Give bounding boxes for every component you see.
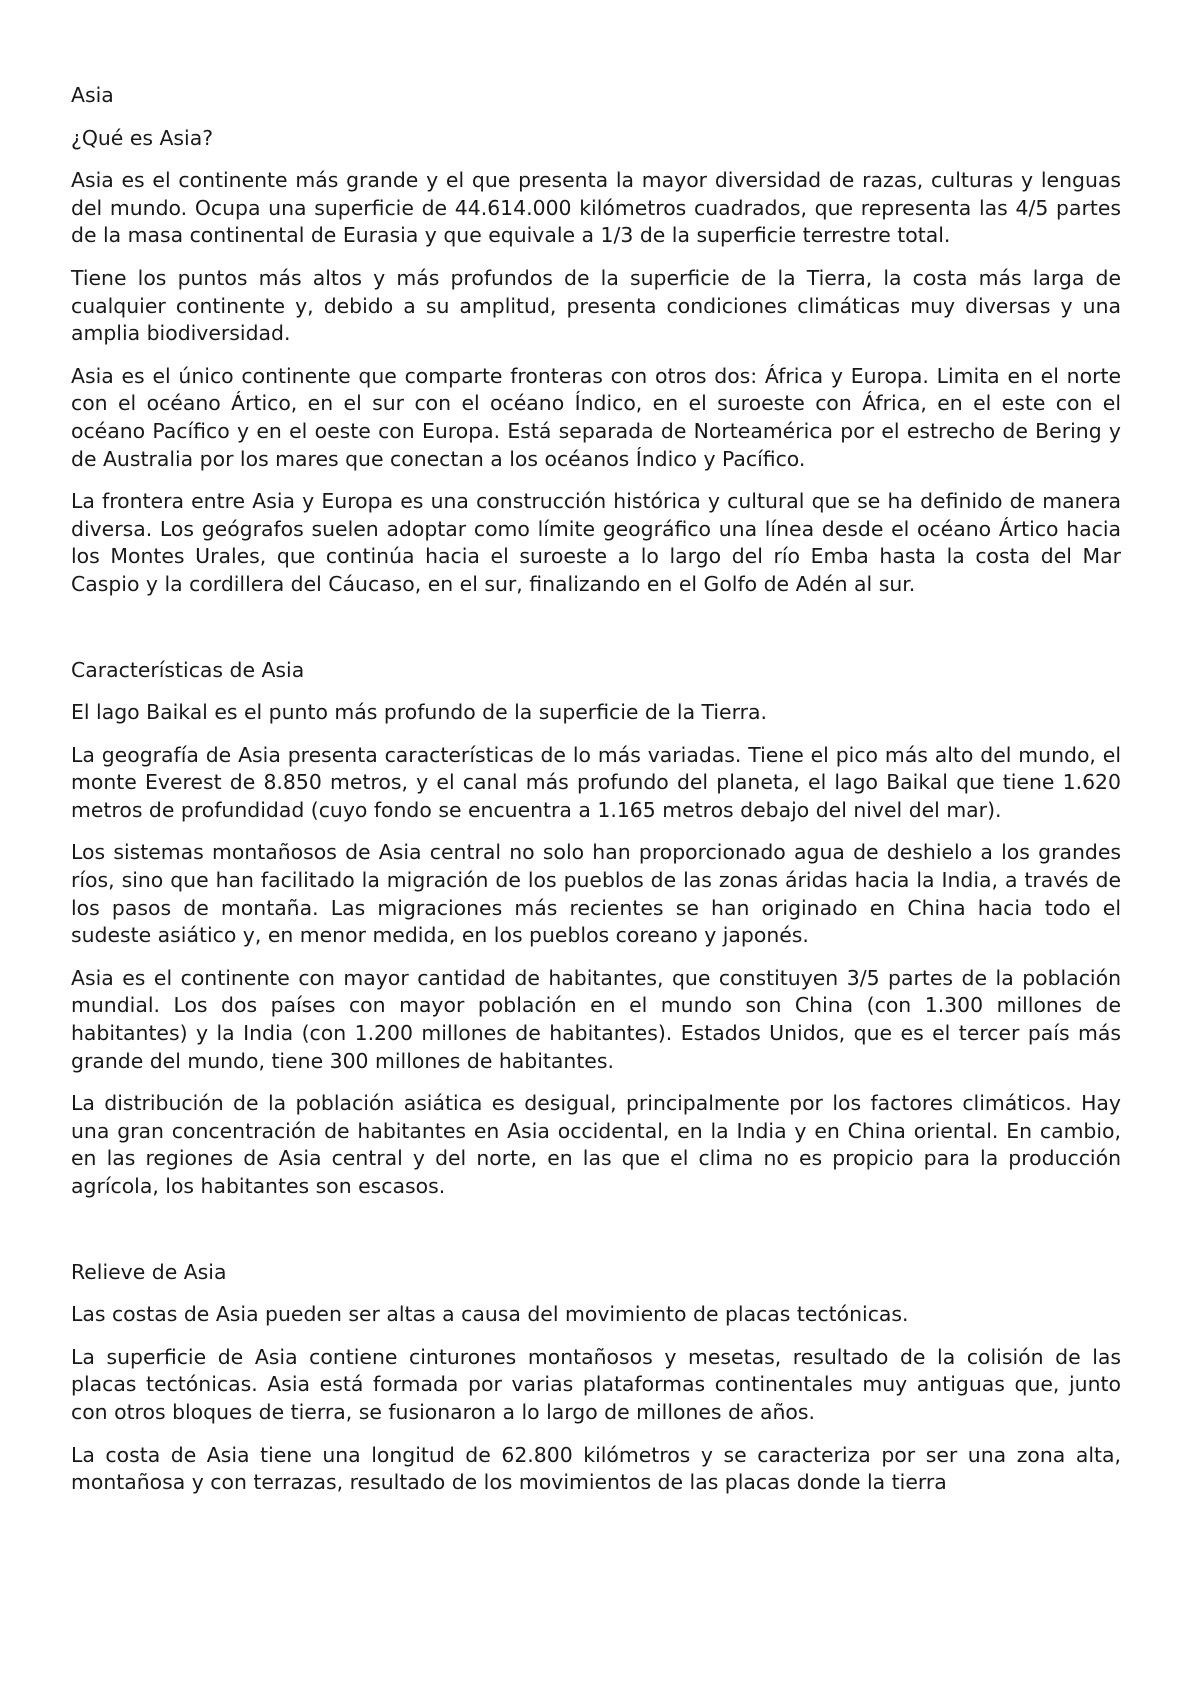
caracteristicas-paragraph: Asia es el continente con mayor cantidad de habitantes, que constituyen 3/5 partes de la población mundial. Los dos países con mayor población en el mundo son China (con 1.300 millones de habitantes) y la India (con 1.200 millones de habitantes). Estados Unidos, que es el tercer país más grande del mundo, tiene 300 millones de habitantes.: [71, 965, 1121, 1073]
intro-paragraph: Tiene los puntos más altos y más profundos de la superficie de la Tierra, la costa más larga de cualquier continente y, debido a su amplitud, presenta condiciones climáticas muy diversas y una amplia biodiversidad.: [71, 265, 1121, 346]
intro-question: ¿Qué es Asia?: [71, 125, 214, 150]
caption-relieve: Las costas de Asia pueden ser altas a causa del movimiento de placas tectónicas.: [71, 1302, 909, 1327]
caption-caracteristicas: El lago Baikal es el punto más profundo de la superficie de la Tierra.: [71, 700, 767, 725]
caracteristicas-paragraph: La geografía de Asia presenta características de lo más variadas. Tiene el pico más alto del mundo, el monte Everest de 8.850 metros, y el canal más profundo del planeta, el lago Baikal que tiene 1.620 metros de profundidad (cuyo fondo se encuentra a 1.165 metros debajo del nivel del mar).: [71, 742, 1121, 822]
intro-paragraph: Asia es el único continente que comparte fronteras con otros dos: África y Europa. Limita en el norte con el océano Ártico, en el sur con el océano Índico, en el suroeste con África, en el este con el océano Pacífico y en el oeste con Europa. Está separada de Norteamérica por el estrecho de Bering y de Australia por los mares que conectan a los océanos Índico y Pacífico.: [71, 363, 1121, 471]
relieve-paragraph: La superficie de Asia contiene cinturones montañosos y mesetas, resultado de la colisión de las placas tectónicas. Asia está formada por varias plataformas continentales muy antiguas que, junto con otros bloques de tierra, se fusionaron a lo largo de millones de años.: [71, 1344, 1121, 1424]
caracteristicas-paragraph: Los sistemas montañosos de Asia central no solo han proporcionado agua de deshielo a los grandes ríos, sino que han facilitado la migración de los pueblos de las zonas áridas hacia la India, a través de los pasos de montaña. Las migraciones más recientes se han originado en China hacia todo el sudeste asiático y, en menor medida, en los pueblos coreano y japonés.: [71, 840, 1121, 948]
document-page: [71, 82, 1121, 1512]
section-heading-caracteristicas: Características de Asia: [71, 657, 305, 682]
relieve-paragraph: La costa de Asia tiene una longitud de 62.800 kilómetros y se caracteriza por ser una zona alta, montañosa y con terrazas, resultado de los movimientos de las placas donde la tierra: [71, 1442, 1121, 1495]
intro-paragraph: Asia es el continente más grande y el que presenta la mayor diversidad de razas, culturas y lenguas del mundo. Ocupa una superficie de 44.614.000 kilómetros cuadrados, que representa las 4/5 partes de la masa continental de Eurasia y que equivale a 1/3 de la superficie terrestre total.: [71, 168, 1121, 248]
intro-paragraph: La frontera entre Asia y Europa es una construcción histórica y cultural que se ha definido de manera diversa. Los geógrafos suelen adoptar como límite geográfico una línea desde el océano Ártico hacia los Montes Urales, que continúa hacia el suroeste a lo largo del río Emba hasta la costa del Mar Caspio y la cordillera del Cáucaso, en el sur, finalizando en el Golfo de Adén al sur.: [71, 489, 1121, 596]
document-title: Asia: [71, 83, 114, 107]
caracteristicas-paragraph: La distribución de la población asiática es desigual, principalmente por los factores climáticos. Hay una gran concentración de habitantes en Asia occidental, en la India y en China oriental. En cambio, en las regiones de Asia central y del norte, en las que el clima no es propicio para la producción agrícola, los habitantes son escasos.: [71, 1091, 1121, 1198]
section-heading-relieve: Relieve de Asia: [71, 1259, 227, 1284]
